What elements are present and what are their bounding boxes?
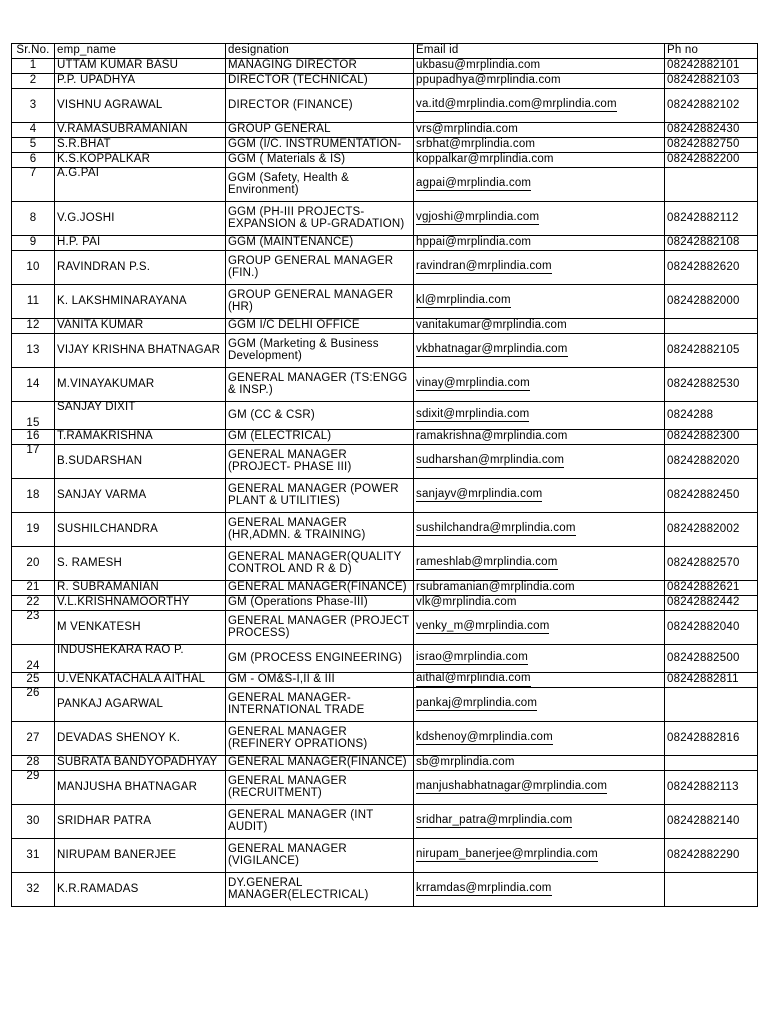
table-row <box>12 673 758 688</box>
email-link[interactable]: vinay@mrplindia.com <box>416 378 530 392</box>
email-cell <box>414 673 665 688</box>
designation-cell: GENERAL MANAGER (INT AUDIT) <box>226 805 414 839</box>
table-row <box>12 513 758 547</box>
email-link[interactable]: aithal@mrplindia.com <box>416 673 531 687</box>
emp-name-cell: V.L.KRISHNAMOORTHY <box>55 596 226 611</box>
email-cell <box>414 368 665 402</box>
email-link[interactable]: manjushabhatnagar@mrplindia.com <box>416 781 607 795</box>
email-cell <box>414 153 665 168</box>
table-row <box>12 251 758 285</box>
table-row <box>12 805 758 839</box>
phone-cell: 08242882811 <box>665 673 758 688</box>
phone-cell: 08242882430 <box>665 123 758 138</box>
sr-no-cell: 3 <box>12 89 55 123</box>
sr-no-cell: 30 <box>12 805 55 839</box>
emp-name-cell: S. RAMESH <box>55 547 226 581</box>
designation-cell: GGM (Safety, Health & Environment) <box>226 168 414 202</box>
employee-table <box>11 43 758 907</box>
emp-name-cell: VIJAY KRISHNA BHATNAGAR <box>55 334 226 368</box>
email-cell <box>414 430 665 445</box>
table-row <box>12 319 758 334</box>
email-link[interactable]: rsubramanian@mrplindia.com <box>416 580 575 593</box>
table-row <box>12 479 758 513</box>
table-row <box>12 771 758 805</box>
email-link[interactable]: vgjoshi@mrplindia.com <box>416 212 539 226</box>
emp-name-cell: SANJAY DIXIT <box>55 402 226 430</box>
sr-no-cell: 31 <box>12 839 55 873</box>
email-cell <box>414 334 665 368</box>
table-row <box>12 581 758 596</box>
designation-cell: GENERAL MANAGER (POWER PLANT & UTILITIES) <box>226 479 414 513</box>
phone-cell: 08242882450 <box>665 479 758 513</box>
email-cell <box>414 873 665 907</box>
designation-cell: GENERAL MANAGER (HR,ADMN. & TRAINING) <box>226 513 414 547</box>
designation-cell: GENERAL MANAGER(FINANCE) <box>226 756 414 771</box>
phone-cell: 08242882102 <box>665 89 758 123</box>
phone-cell: 08242882103 <box>665 74 758 89</box>
header-row <box>12 44 758 59</box>
designation-cell: DY.GENERAL MANAGER(ELECTRICAL) <box>226 873 414 907</box>
table-row <box>12 645 758 673</box>
designation-cell: GENERAL MANAGER (PROJECT- PHASE III) <box>226 445 414 479</box>
sr-no-cell: 4 <box>12 123 55 138</box>
email-link[interactable]: ravindran@mrplindia.com <box>416 261 552 275</box>
email-link[interactable]: agpai@mrplindia.com <box>416 178 531 192</box>
email-link[interactable]: sridhar_patra@mrplindia.com <box>416 815 572 829</box>
sr-no-cell: 11 <box>12 285 55 319</box>
designation-cell: GM (PROCESS ENGINEERING) <box>226 645 414 673</box>
phone-cell: 08242882620 <box>665 251 758 285</box>
designation-cell: GGM ( Materials & IS) <box>226 153 414 168</box>
phone-cell <box>665 756 758 771</box>
emp-name-cell: SUBRATA BANDYOPADHYAY <box>55 756 226 771</box>
phone-cell: 08242882290 <box>665 839 758 873</box>
email-link[interactable]: kl@mrplindia.com <box>416 295 511 309</box>
email-link[interactable]: vanitakumar@mrplindia.com <box>416 318 567 331</box>
table-row <box>12 334 758 368</box>
phone-cell: 08242882750 <box>665 138 758 153</box>
designation-cell: GM (CC & CSR) <box>226 402 414 430</box>
email-link[interactable]: sanjayv@mrplindia.com <box>416 489 542 503</box>
header-emp-name: emp_name <box>55 44 226 59</box>
email-cell <box>414 596 665 611</box>
sr-no-cell: 27 <box>12 722 55 756</box>
email-link[interactable]: ukbasu@mrplindia.com <box>416 58 541 71</box>
phone-cell: 08242882105 <box>665 334 758 368</box>
designation-cell: GENERAL MANAGER (TS:ENGG & INSP.) <box>226 368 414 402</box>
header-email: Email id <box>414 44 665 59</box>
table-row <box>12 168 758 202</box>
sr-no-cell: 28 <box>12 756 55 771</box>
emp-name-cell: UTTAM KUMAR BASU <box>55 59 226 74</box>
sr-no-cell: 5 <box>12 138 55 153</box>
email-cell <box>414 402 665 430</box>
table-row <box>12 74 758 89</box>
sr-no-cell: 26 <box>12 688 55 722</box>
table-row <box>12 368 758 402</box>
email-link[interactable]: sb@mrplindia.com <box>416 755 515 768</box>
designation-cell: GENERAL MANAGER (RECRUITMENT) <box>226 771 414 805</box>
sr-no-cell: 29 <box>12 771 55 805</box>
sr-no-cell: 6 <box>12 153 55 168</box>
phone-cell: 08242882300 <box>665 430 758 445</box>
sr-no-cell: 9 <box>12 236 55 251</box>
phone-cell: 08242882108 <box>665 236 758 251</box>
email-cell <box>414 771 665 805</box>
email-cell <box>414 236 665 251</box>
phone-cell: 08242882112 <box>665 202 758 236</box>
table-row <box>12 596 758 611</box>
phone-cell: 08242882816 <box>665 722 758 756</box>
email-link[interactable]: rameshlab@mrplindia.com <box>416 557 558 571</box>
phone-cell <box>665 319 758 334</box>
email-cell <box>414 722 665 756</box>
email-cell <box>414 756 665 771</box>
email-link[interactable]: venky_m@mrplindia.com <box>416 621 549 635</box>
header-sr-no: Sr.No. <box>12 44 55 59</box>
email-cell <box>414 513 665 547</box>
sr-no-cell: 19 <box>12 513 55 547</box>
designation-cell: MANAGING DIRECTOR <box>226 59 414 74</box>
header-phone: Ph no <box>665 44 758 59</box>
table-row <box>12 202 758 236</box>
designation-cell: GGM (Marketing & Business Development) <box>226 334 414 368</box>
emp-name-cell: VANITA KUMAR <box>55 319 226 334</box>
email-cell <box>414 123 665 138</box>
header-designation: designation <box>226 44 414 59</box>
phone-cell: 08242882140 <box>665 805 758 839</box>
phone-cell <box>665 168 758 202</box>
email-cell <box>414 547 665 581</box>
table-row <box>12 153 758 168</box>
email-cell <box>414 805 665 839</box>
table-row <box>12 547 758 581</box>
phone-cell: 08242882000 <box>665 285 758 319</box>
email-link[interactable]: nirupam_banerjee@mrplindia.com <box>416 849 598 863</box>
table-row <box>12 756 758 771</box>
sr-no-cell: 12 <box>12 319 55 334</box>
email-link[interactable]: hppai@mrplindia.com <box>416 235 532 248</box>
sr-no-cell: 14 <box>12 368 55 402</box>
email-link[interactable]: kdshenoy@mrplindia.com <box>416 732 553 746</box>
table-row <box>12 839 758 873</box>
sr-no-cell: 7 <box>12 168 55 202</box>
phone-cell: 0824288 <box>665 402 758 430</box>
sr-no-cell: 20 <box>12 547 55 581</box>
emp-name-cell: M.VINAYAKUMAR <box>55 368 226 402</box>
phone-cell <box>665 688 758 722</box>
phone-cell: 08242882040 <box>665 611 758 645</box>
table-row <box>12 59 758 74</box>
email-cell <box>414 688 665 722</box>
email-cell <box>414 479 665 513</box>
phone-cell: 08242882500 <box>665 645 758 673</box>
table-row <box>12 873 758 907</box>
table-row <box>12 89 758 123</box>
emp-name-cell: B.SUDARSHAN <box>55 445 226 479</box>
employee-directory-sheet <box>11 43 757 907</box>
sr-no-cell: 23 <box>12 611 55 645</box>
phone-cell: 08242882621 <box>665 581 758 596</box>
emp-name-cell: K.S.KOPPALKAR <box>55 153 226 168</box>
phone-cell: 08242882113 <box>665 771 758 805</box>
designation-cell: GENERAL MANAGER (PROJECT PROCESS) <box>226 611 414 645</box>
emp-name-cell: M VENKATESH <box>55 611 226 645</box>
phone-cell: 08242882442 <box>665 596 758 611</box>
sr-no-cell: 25 <box>12 673 55 688</box>
sr-no-cell: 15 <box>12 402 55 430</box>
phone-cell: 08242882530 <box>665 368 758 402</box>
designation-cell: GROUP GENERAL MANAGER (FIN.) <box>226 251 414 285</box>
designation-cell: GROUP GENERAL MANAGER (HR) <box>226 285 414 319</box>
emp-name-cell: P.P. UPADHYA <box>55 74 226 89</box>
designation-cell: GGM (I/C. INSTRUMENTATION- <box>226 138 414 153</box>
emp-name-cell: V.RAMASUBRAMANIAN <box>55 123 226 138</box>
emp-name-cell: H.P. PAI <box>55 236 226 251</box>
email-link[interactable]: sushilchandra@mrplindia.com <box>416 523 576 537</box>
table-row <box>12 611 758 645</box>
email-link[interactable]: krramdas@mrplindia.com <box>416 883 552 897</box>
email-link[interactable]: vrs@mrplindia.com <box>416 122 518 135</box>
table-row <box>12 285 758 319</box>
emp-name-cell: INDUSHEKARA RAO P. <box>55 645 226 673</box>
emp-name-cell: NIRUPAM BANERJEE <box>55 839 226 873</box>
email-cell <box>414 74 665 89</box>
designation-cell: GGM (PH-III PROJECTS- EXPANSION & UP-GRADATION) <box>226 202 414 236</box>
email-cell <box>414 202 665 236</box>
email-cell <box>414 839 665 873</box>
phone-cell: 08242882020 <box>665 445 758 479</box>
email-link[interactable]: vlk@mrplindia.com <box>416 595 517 608</box>
sr-no-cell: 21 <box>12 581 55 596</box>
emp-name-cell: SUSHILCHANDRA <box>55 513 226 547</box>
emp-name-cell: DEVADAS SHENOY K. <box>55 722 226 756</box>
designation-cell: GENERAL MANAGER- INTERNATIONAL TRADE <box>226 688 414 722</box>
sr-no-cell: 16 <box>12 430 55 445</box>
emp-name-cell: R. SUBRAMANIAN <box>55 581 226 596</box>
table-row <box>12 138 758 153</box>
designation-cell: GENERAL MANAGER (REFINERY OPRATIONS) <box>226 722 414 756</box>
table-row <box>12 445 758 479</box>
email-link[interactable]: sudharshan@mrplindia.com <box>416 455 564 469</box>
designation-cell: GROUP GENERAL <box>226 123 414 138</box>
emp-name-cell: SANJAY VARMA <box>55 479 226 513</box>
designation-cell: GGM I/C DELHI OFFICE <box>226 319 414 334</box>
sr-no-cell: 10 <box>12 251 55 285</box>
email-cell <box>414 59 665 74</box>
emp-name-cell: K.R.RAMADAS <box>55 873 226 907</box>
sr-no-cell: 22 <box>12 596 55 611</box>
sr-no-cell: 17 <box>12 445 55 479</box>
designation-cell: GGM (MAINTENANCE) <box>226 236 414 251</box>
emp-name-cell: A.G.PAI <box>55 168 226 202</box>
emp-name-cell: S.R.BHAT <box>55 138 226 153</box>
emp-name-cell: RAVINDRAN P.S. <box>55 251 226 285</box>
table-row <box>12 722 758 756</box>
email-link[interactable]: koppalkar@mrplindia.com <box>416 152 554 165</box>
designation-cell: GENERAL MANAGER(QUALITY CONTROL AND R & D) <box>226 547 414 581</box>
email-cell <box>414 645 665 673</box>
email-link[interactable]: sdixit@mrplindia.com <box>416 409 529 423</box>
table-row <box>12 402 758 430</box>
phone-cell: 08242882570 <box>665 547 758 581</box>
email-link[interactable]: ppupadhya@mrplindia.com <box>416 73 561 86</box>
sr-no-cell: 2 <box>12 74 55 89</box>
sr-no-cell: 8 <box>12 202 55 236</box>
designation-cell: DIRECTOR (FINANCE) <box>226 89 414 123</box>
email-cell <box>414 581 665 596</box>
email-cell <box>414 138 665 153</box>
table-row <box>12 123 758 138</box>
sr-no-cell: 1 <box>12 59 55 74</box>
emp-name-cell: MANJUSHA BHATNAGAR <box>55 771 226 805</box>
email-link[interactable]: ramakrishna@mrplindia.com <box>416 429 568 442</box>
phone-cell: 08242882101 <box>665 59 758 74</box>
phone-cell <box>665 873 758 907</box>
designation-cell: GM (Operations Phase-III) <box>226 596 414 611</box>
emp-name-cell: U.VENKATACHALA AITHAL <box>55 673 226 688</box>
email-cell <box>414 89 665 123</box>
email-link[interactable]: va.itd@mrplindia.com@mrplindia.com <box>416 99 617 113</box>
sr-no-cell: 24 <box>12 645 55 673</box>
sr-no-cell: 13 <box>12 334 55 368</box>
email-link[interactable]: israo@mrplindia.com <box>416 652 528 666</box>
email-link[interactable]: srbhat@mrplindia.com <box>416 137 536 150</box>
table-row <box>12 430 758 445</box>
email-link[interactable]: vkbhatnagar@mrplindia.com <box>416 344 568 358</box>
email-cell <box>414 285 665 319</box>
emp-name-cell: SRIDHAR PATRA <box>55 805 226 839</box>
email-cell <box>414 611 665 645</box>
email-cell <box>414 251 665 285</box>
designation-cell: GM - OM&S-I,II & III <box>226 673 414 688</box>
phone-cell: 08242882200 <box>665 153 758 168</box>
emp-name-cell: VISHNU AGRAWAL <box>55 89 226 123</box>
employee-rows <box>12 59 758 907</box>
email-cell <box>414 168 665 202</box>
sr-no-cell: 32 <box>12 873 55 907</box>
emp-name-cell: T.RAMAKRISHNA <box>55 430 226 445</box>
sr-no-cell: 18 <box>12 479 55 513</box>
designation-cell: GENERAL MANAGER (VIGILANCE) <box>226 839 414 873</box>
email-link[interactable]: pankaj@mrplindia.com <box>416 698 537 712</box>
designation-cell: GM (ELECTRICAL) <box>226 430 414 445</box>
phone-cell: 08242882002 <box>665 513 758 547</box>
designation-cell: DIRECTOR (TECHNICAL) <box>226 74 414 89</box>
email-cell <box>414 319 665 334</box>
emp-name-cell: V.G.JOSHI <box>55 202 226 236</box>
table-row <box>12 236 758 251</box>
emp-name-cell: K. LAKSHMINARAYANA <box>55 285 226 319</box>
emp-name-cell: PANKAJ AGARWAL <box>55 688 226 722</box>
email-cell <box>414 445 665 479</box>
designation-cell: GENERAL MANAGER(FINANCE) <box>226 581 414 596</box>
table-row <box>12 688 758 722</box>
